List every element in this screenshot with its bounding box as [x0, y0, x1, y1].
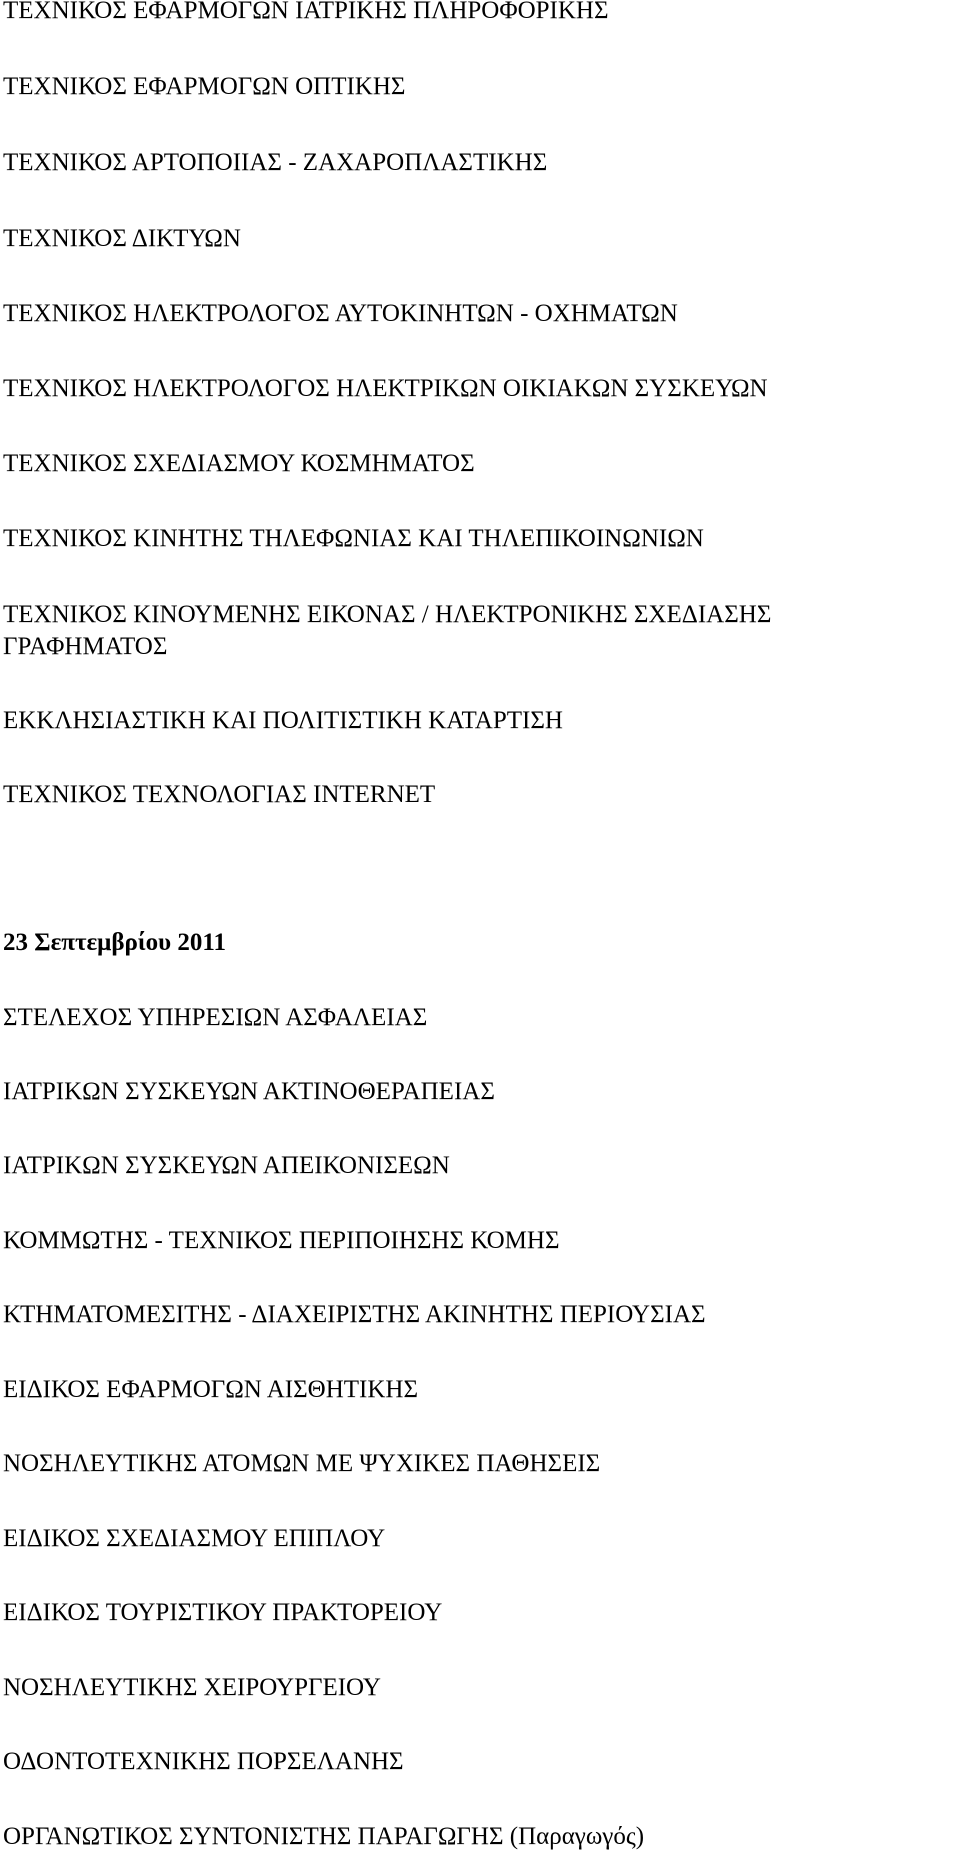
list-item: ΕΙΔΙΚΟΣ ΕΦΑΡΜΟΓΩΝ ΑΙΣΘΗΤΙΚΗΣ: [3, 1376, 419, 1403]
list-item: ΕΚΚΛΗΣΙΑΣΤΙΚΗ ΚΑΙ ΠΟΛΙΤΙΣΤΙΚΗ ΚΑΤΑΡΤΙΣΗ: [3, 707, 563, 734]
list-item: ΤΕΧΝΙΚΟΣ ΤΕΧΝΟΛΟΓΙΑΣ INTERNET: [3, 781, 436, 808]
list-item: ΤΕΧΝΙΚΟΣ ΕΦΑΡΜΟΓΩΝ ΟΠΤΙΚΗΣ: [3, 73, 406, 100]
list-item: ΤΕΧΝΙΚΟΣ ΕΦΑΡΜΟΓΩΝ ΙΑΤΡΙΚΗΣ ΠΛΗΡΟΦΟΡΙΚΗΣ: [3, 0, 609, 24]
list-item: ΤΕΧΝΙΚΟΣ ΔΙΚΤΥΩΝ: [3, 225, 241, 252]
list-item: ΤΕΧΝΙΚΟΣ ΚΙΝΗΤΗΣ ΤΗΛΕΦΩΝΙΑΣ ΚΑΙ ΤΗΛΕΠΙΚΟΙΝΩΝΙΩΝ: [3, 525, 704, 552]
list-item: ΙΑΤΡΙΚΩΝ ΣΥΣΚΕΥΩΝ ΑΚΤΙΝΟΘΕΡΑΠΕΙΑΣ: [3, 1078, 495, 1105]
list-item: ΤΕΧΝΙΚΟΣ ΚΙΝΟΥΜΕΝΗΣ ΕΙΚΟΝΑΣ / ΗΛΕΚΤΡΟΝΙΚΗΣ ΣΧΕΔΙΑΣΗΣ: [3, 601, 772, 628]
list-item: ΤΕΧΝΙΚΟΣ ΣΧΕΔΙΑΣΜΟΥ ΚΟΣΜΗΜΑΤΟΣ: [3, 450, 475, 477]
list-item: ΙΑΤΡΙΚΩΝ ΣΥΣΚΕΥΩΝ ΑΠΕΙΚΟΝΙΣΕΩΝ: [3, 1152, 450, 1179]
list-item: ΝΟΣΗΛΕΥΤΙΚΗΣ ΧΕΙΡΟΥΡΓΕΙΟΥ: [3, 1674, 381, 1701]
list-item: ΣΤΕΛΕΧΟΣ ΥΠΗΡΕΣΙΩΝ ΑΣΦΑΛΕΙΑΣ: [3, 1004, 428, 1031]
list-item: ΚΟΜΜΩΤΗΣ - ΤΕΧΝΙΚΟΣ ΠΕΡΙΠΟΙΗΣΗΣ ΚΟΜΗΣ: [3, 1227, 560, 1254]
list-item: ΟΔΟΝΤΟΤΕΧΝΙΚΗΣ ΠΟΡΣΕΛΑΝΗΣ: [3, 1748, 404, 1775]
date-heading: 23 Σεπτεμβρίου 2011: [3, 929, 226, 956]
list-item: ΕΙΔΙΚΟΣ ΣΧΕΔΙΑΣΜΟΥ ΕΠΙΠΛΟΥ: [3, 1525, 386, 1552]
list-item: ΤΕΧΝΙΚΟΣ ΑΡΤΟΠΟΙΙΑΣ - ΖΑΧΑΡΟΠΛΑΣΤΙΚΗΣ: [3, 149, 548, 176]
list-item: ΟΡΓΑΝΩΤΙΚΟΣ ΣΥΝΤΟΝΙΣΤΗΣ ΠΑΡΑΓΩΓΗΣ (Παραγωγός): [3, 1823, 645, 1850]
list-item: ΤΕΧΝΙΚΟΣ ΗΛΕΚΤΡΟΛΟΓΟΣ ΑΥΤΟΚΙΝΗΤΩΝ - ΟΧΗΜΑΤΩΝ: [3, 300, 678, 327]
list-item: ΚΤΗΜΑΤΟΜΕΣΙΤΗΣ - ΔΙΑΧΕΙΡΙΣΤΗΣ ΑΚΙΝΗΤΗΣ ΠΕΡΙΟΥΣΙΑΣ: [3, 1301, 706, 1328]
list-item: ΕΙΔΙΚΟΣ ΤΟΥΡΙΣΤΙΚΟΥ ΠΡΑΚΤΟΡΕΙΟΥ: [3, 1599, 443, 1626]
list-item: ΤΕΧΝΙΚΟΣ ΗΛΕΚΤΡΟΛΟΓΟΣ ΗΛΕΚΤΡΙΚΩΝ ΟΙΚΙΑΚΩΝ ΣΥΣΚΕΥΩΝ: [3, 375, 768, 402]
list-item: ΝΟΣΗΛΕΥΤΙΚΗΣ ΑΤΟΜΩΝ ΜΕ ΨΥΧΙΚΕΣ ΠΑΘΗΣΕΙΣ: [3, 1450, 601, 1477]
list-item-continuation: ΓΡΑΦΗΜΑΤΟΣ: [3, 633, 168, 660]
